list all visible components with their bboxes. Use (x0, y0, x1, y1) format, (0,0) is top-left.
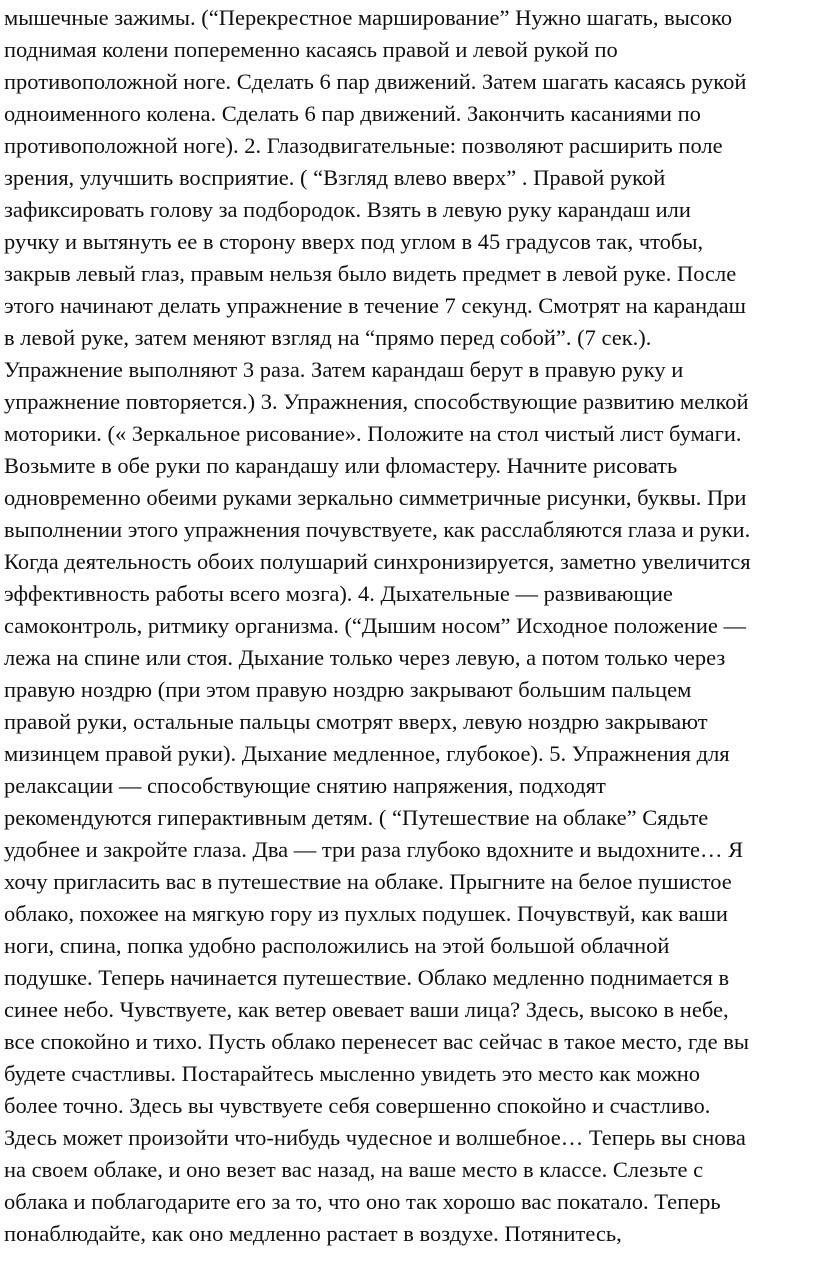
text-line: зрения, улучшить восприятие. ( “Взгляд влево вверх” . Правой рукой (4, 165, 666, 190)
text-line: Здесь может произойти что-нибудь чудесное и волшебное… Теперь вы снова (4, 1125, 746, 1150)
text-line: хочу пригласить вас в путешествие на облаке. Прыгните на белое пушистое (4, 869, 732, 894)
text-line: более точно. Здесь вы чувствуете себя совершенно спокойно и счастливо. (4, 1093, 711, 1118)
text-line: подушке. Теперь начинается путешествие. Облако медленно поднимается в (4, 965, 730, 990)
text-line: поднимая колени попеременно касаясь правой и левой рукой по (4, 37, 618, 62)
text-line: релаксации — способствующие снятию напряжения, подходят (4, 773, 606, 798)
text-line: лежа на спине или стоя. Дыхание только через левую, а потом только через (4, 645, 726, 670)
text-line: рекомендуются гиперактивным детям. ( “Путешествие на облаке” Сядьте (4, 805, 709, 830)
text-line: одноименного колена. Сделать 6 пар движений. Закончить касаниями по (4, 101, 701, 126)
text-line: эффективность работы всего мозга). 4. Дыхательные — развивающие (4, 581, 673, 606)
text-line: Возьмите в обе руки по карандашу или фломастеру. Начните рисовать (4, 453, 678, 478)
text-line: моторики. (« Зеркальное рисование». Положите на стол чистый лист бумаги. (4, 421, 742, 446)
text-line: противоположной ноге). 2. Глазодвигательные: позволяют расширить поле (4, 133, 723, 158)
text-line: упражнение повторяется.) 3. Упражнения, способствующие развитию мелкой (4, 389, 749, 414)
text-line: удобнее и закройте глаза. Два — три раза глубоко вдохните и выдохните… Я (4, 837, 744, 862)
text-line: правую ноздрю (при этом правую ноздрю закрывают большим пальцем (4, 677, 692, 702)
text-line: мышечные зажимы. (“Перекрестное марширование” Нужно шагать, высоко (4, 5, 733, 30)
text-line: самоконтроль, ритмику организма. (“Дышим носом” Исходное положение — (4, 613, 747, 638)
text-line: Когда деятельность обоих полушарий синхронизируется, заметно увеличится (4, 549, 751, 574)
text-line: ноги, спина, попка удобно расположились на этой большой облачной (4, 933, 670, 958)
text-line: закрыв левый глаз, правым нельзя было видеть предмет в левой руке. После (4, 261, 737, 286)
text-line: выполнении этого упражнения почувствуете, как расслабляются глаза и руки. (4, 517, 751, 542)
text-line: этого начинают делать упражнение в течение 7 секунд. Смотрят на карандаш (4, 293, 746, 318)
text-line: противоположной ноге. Сделать 6 пар движений. Затем шагать касаясь рукой (4, 69, 747, 94)
text-line: все спокойно и тихо. Пусть облако перенесет вас сейчас в такое место, где вы (4, 1029, 749, 1054)
text-line: в левой руке, затем меняют взгляд на “прямо перед собой”. (7 сек.). (4, 325, 652, 350)
text-line: Упражнение выполняют 3 раза. Затем карандаш берут в правую руку и (4, 357, 684, 382)
text-line: понаблюдайте, как оно медленно растает в воздухе. Потянитесь, (4, 1221, 622, 1246)
text-line: облака и поблагодарите его за то, что оно так хорошо вас покатало. Теперь (4, 1189, 721, 1214)
text-line: одновременно обеими руками зеркально симметричные рисунки, буквы. При (4, 485, 747, 510)
text-line: ручку и вытянуть ее в сторону вверх под углом в 45 градусов так, чтобы, (4, 229, 704, 254)
text-line: будете счастливы. Постарайтесь мысленно увидеть это место как можно (4, 1061, 701, 1086)
text-line: правой руки, остальные пальцы смотрят вверх, левую ноздрю закрывают (4, 709, 708, 734)
text-line: зафиксировать голову за подбородок. Взять в левую руку карандаш или (4, 197, 691, 222)
text-line: на своем облаке, и оно везет вас назад, на ваше место в классе. Слезьте с (4, 1157, 704, 1182)
text-line: синее небо. Чувствуете, как ветер овевает ваши лица? Здесь, высоко в небе, (4, 997, 729, 1022)
text-line: мизинцем правой руки). Дыхание медленное, глубокое). 5. Упражнения для (4, 741, 730, 766)
text-line: облако, похожее на мягкую гору из пухлых подушек. Почувствуй, как ваши (4, 901, 728, 926)
